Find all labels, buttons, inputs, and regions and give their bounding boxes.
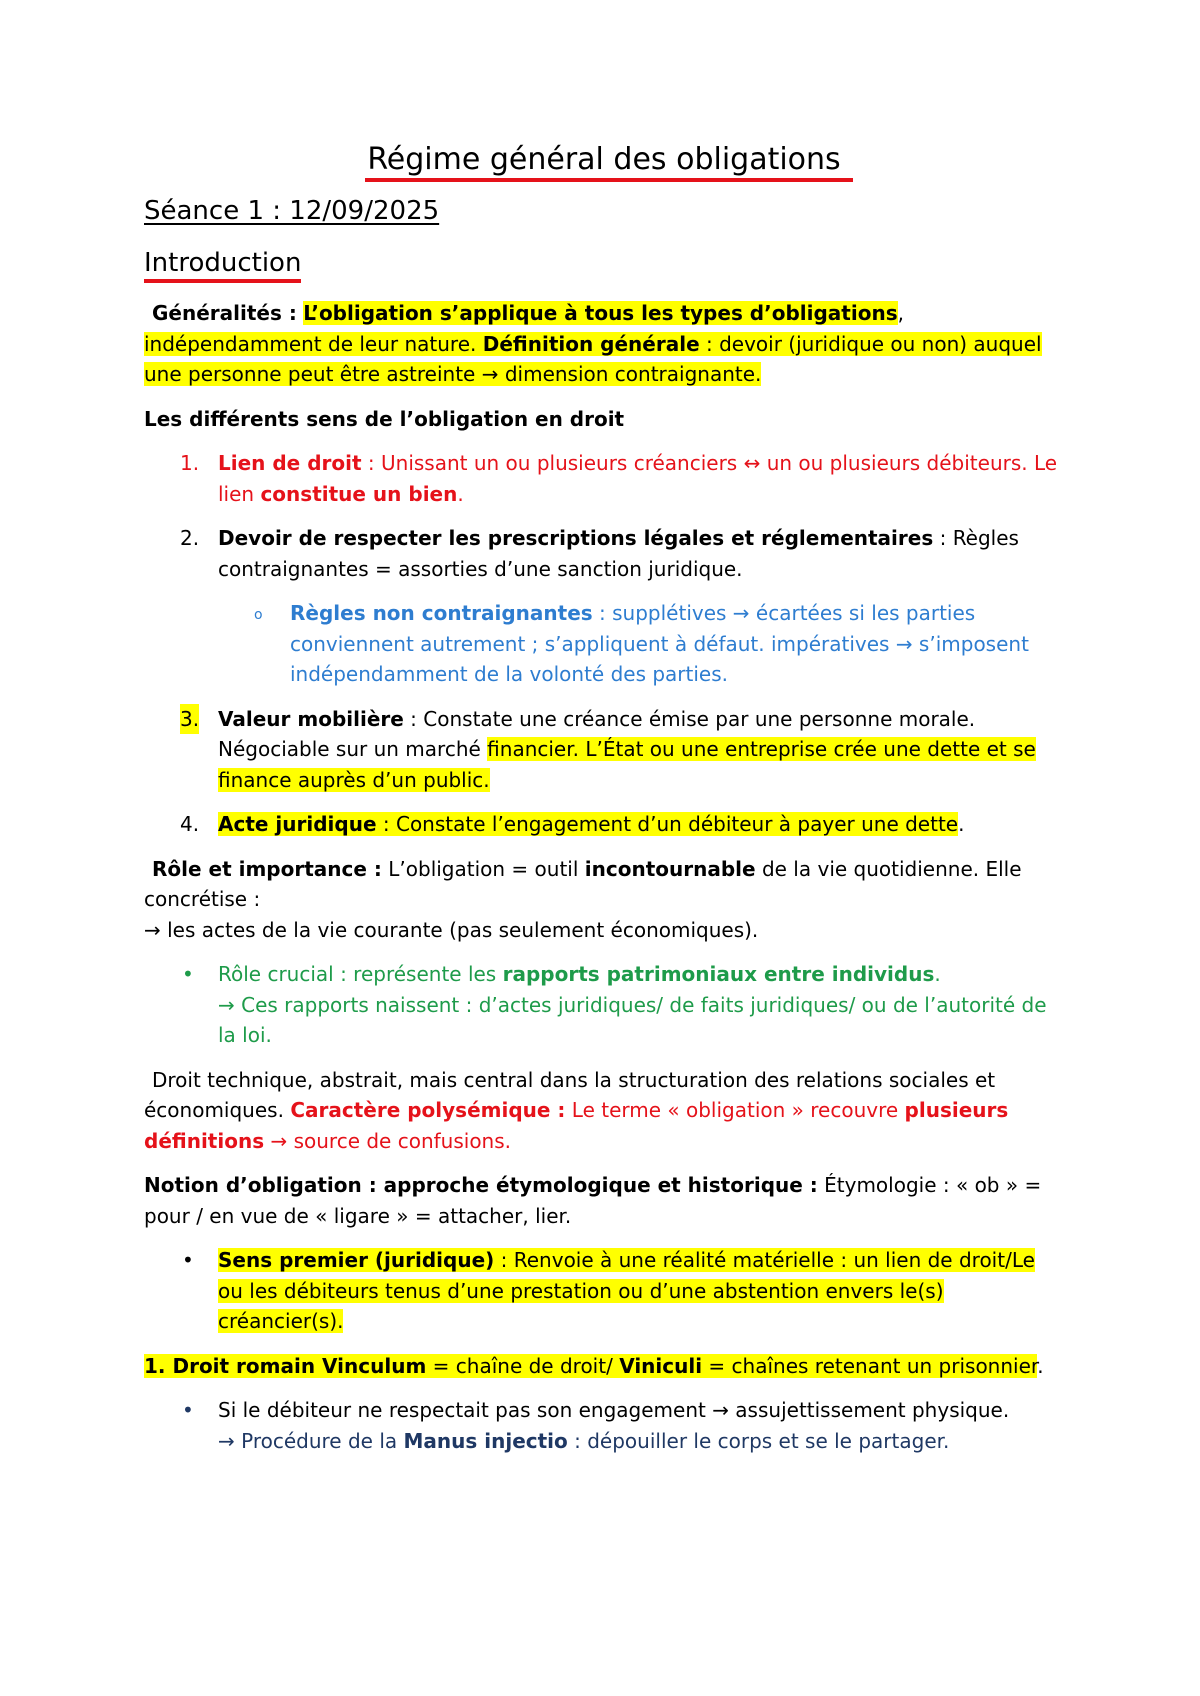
list-item-4: 4. Acte juridique : Constate l’engagement d’un débiteur à payer une dette. — [180, 812, 965, 836]
generalites-paragraph: Généralités : L’obligation s’applique à tous les types d’obligations, indépendamment de leur nature. Définition générale : devoir (juridique ou non) auquel une personne peut être astreinte → dimension contraignante. — [144, 301, 1042, 386]
generalites-highlight: L’obligation s’applique à tous les types d’obligations — [303, 301, 898, 325]
droit-romain-paragraph: 1. Droit romain Vinculum = chaîne de droit/ Viniculi = chaînes retenant un prisonnier. — [144, 1353, 1044, 1378]
role-paragraph: Rôle et importance : L’obligation = outil incontournable de la vie quotidienne. Elle concrétise : → les actes de la vie courante (pas seulement économiques). — [144, 856, 1022, 942]
list-item: • Si le débiteur ne respectait pas son engagement → assujettissement physique. → Procédure de la Manus injectio : dépouiller le corps et se le partager. — [144, 1395, 1064, 1456]
sens-heading: Les différents sens de l’obligation en droit — [144, 406, 625, 431]
notion-bullets — [144, 1245, 1064, 1337]
list-item-1: 1. Lien de droit : Unissant un ou plusieurs créanciers ↔ un ou plusieurs débiteurs. Le lien constitue un bien. — [180, 451, 1058, 506]
circle-bullet-icon: o — [254, 607, 263, 623]
definition-label: Définition générale — [482, 331, 700, 356]
bullet-icon: • — [182, 1398, 194, 1422]
list-item-2: 2. Devoir de respecter les prescriptions légales et réglementaires : Règles contraignantes = assorties d’une sanction juridique. — [180, 526, 1019, 581]
droit-technique-paragraph: Droit technique, abstrait, mais central dans la structuration des relations sociales et économiques. Caractère polysémique : Le terme « obligation » recouvre plusieurs définitions → source de confusions. — [144, 1067, 1009, 1153]
definition-text: : devoir (juridique ou non) auquel une personne peut être astreinte → dimension contraignante. — [144, 331, 1042, 386]
bullet-icon: • — [182, 962, 194, 986]
notion-paragraph: Notion d’obligation : approche étymologique et historique : Étymologie : « ob » = pour / en vue de « ligare » = attacher, lier. — [144, 1173, 1042, 1228]
document-title: Régime général des obligations — [144, 140, 1064, 180]
document-page — [144, 140, 1064, 1470]
bullet-icon: • — [182, 1248, 194, 1272]
session-heading: Séance 1 : 12/09/2025 — [144, 196, 440, 226]
list-item: • Rôle crucial : représente les rapports patrimoniaux entre individus. → Ces rapports naissent : d’actes juridiques/ de faits juridiques/ ou de l’autorité de la loi. — [144, 959, 1064, 1051]
sub-list-item: o Règles non contraignantes : supplétives → écartées si les parties conviennent autrement ; s’appliquent à défaut. impératives → s’imposent indépendamment de la volonté des parties. — [254, 601, 1029, 686]
introduction-heading: Introduction — [144, 248, 302, 278]
list-item-3: 3. Valeur mobilière : Constate une créance émise par une personne morale. Négociable sur un marché financier. L’État ou une entreprise crée une dette et se finance auprès d’un public. — [144, 704, 1064, 796]
romain-bullets — [144, 1395, 1064, 1456]
role-bullets — [144, 959, 1064, 1051]
list-item: • Sens premier (juridique) : Renvoie à une réalité matérielle : un lien de droit/Le ou les débiteurs tenus d’une prestation ou d’une abstention envers le(s) créancier(s). — [144, 1245, 1064, 1337]
generalites-label: Généralités : — [152, 301, 297, 325]
sens-list — [144, 448, 1064, 840]
